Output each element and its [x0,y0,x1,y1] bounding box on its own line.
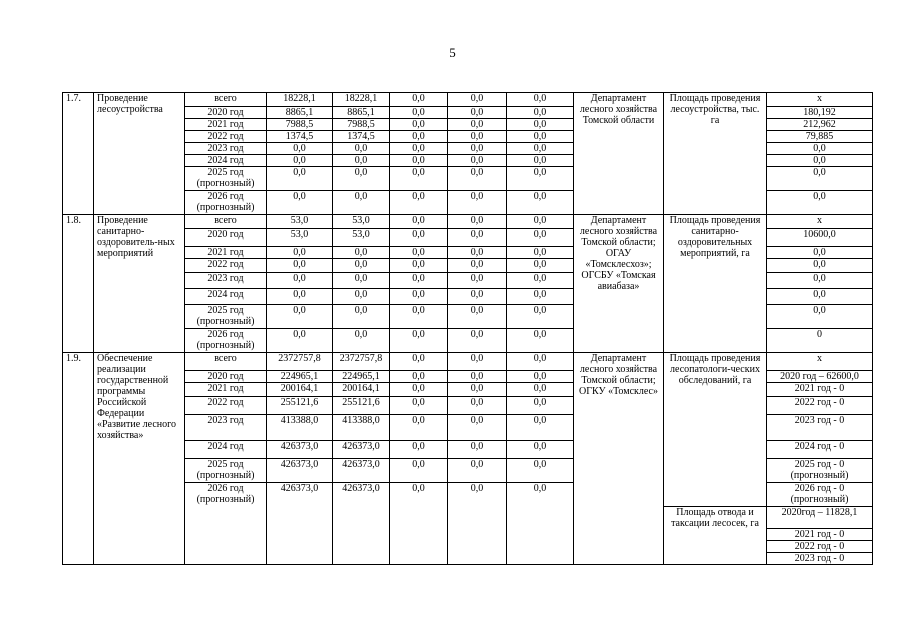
indicator-value: 10600,0 [767,229,873,247]
executor: Департамент лесного хозяйства Томской области; ОГКУ «Томсклес» [574,353,664,565]
indicator-value: 2022 год - 0 [767,397,873,415]
total-cell: 53,0 [267,229,333,247]
indicator-value: х [767,93,873,107]
year-cell: 2021 год [185,383,267,397]
fund-cell: 0,0 [507,247,574,259]
total-cell: 255121,6 [267,397,333,415]
regional-cell: 413388,0 [333,415,390,441]
year-cell: 2020 год [185,107,267,119]
indicator-value: 0 [767,329,873,353]
fund-cell: 0,0 [390,371,448,383]
item-name: Проведение санитарно-оздоровитель-ных мероприятий [94,215,185,353]
regional-cell: 18228,1 [333,93,390,107]
indicator: Площадь проведения лесопатологи-ческих обследований, га [664,353,767,507]
indicator-value: 0,0 [767,289,873,305]
indicator: Площадь проведения санитарно-оздоровительных мероприятий, га [664,215,767,353]
indicator-value: 0,0 [767,259,873,273]
regional-cell: 8865,1 [333,107,390,119]
total-cell: 2372757,8 [267,353,333,371]
indicator: Площадь проведения лесоустройства, тыс. га [664,93,767,215]
indicator-value: 2024 год - 0 [767,441,873,459]
year-cell: 2020 год [185,371,267,383]
fund-cell: 0,0 [448,93,507,107]
total-cell: 0,0 [267,247,333,259]
fund-cell: 0,0 [507,383,574,397]
regional-cell: 426373,0 [333,441,390,459]
regional-cell: 0,0 [333,289,390,305]
regional-cell: 0,0 [333,143,390,155]
year-cell: 2023 год [185,273,267,289]
total-cell: 8865,1 [267,107,333,119]
fund-cell: 0,0 [448,305,507,329]
budget-table [62,92,873,565]
regional-cell: 426373,0 [333,483,390,565]
fund-cell: 0,0 [390,289,448,305]
total-cell: 0,0 [267,167,333,191]
regional-cell: 0,0 [333,191,390,215]
regional-cell: 0,0 [333,167,390,191]
fund-cell: 0,0 [390,383,448,397]
fund-cell: 0,0 [507,119,574,131]
fund-cell: 0,0 [507,167,574,191]
indicator-value: 0,0 [767,167,873,191]
total-cell: 426373,0 [267,483,333,565]
executor: Департамент лесного хозяйства Томской области; ОГАУ «Томсклесхоз»; ОГСБУ «Томская авиабаза» [574,215,664,353]
total-cell: 0,0 [267,259,333,273]
fund-cell: 0,0 [448,155,507,167]
fund-cell: 0,0 [507,229,574,247]
executor: Департамент лесного хозяйства Томской области [574,93,664,215]
total-cell: 224965,1 [267,371,333,383]
fund-cell: 0,0 [390,273,448,289]
total-cell: 53,0 [267,215,333,229]
fund-cell: 0,0 [507,93,574,107]
total-cell: 18228,1 [267,93,333,107]
indicator-value: 2023 год - 0 [767,415,873,441]
year-cell: 2021 год [185,247,267,259]
page-number: 5 [449,45,456,60]
regional-cell: 53,0 [333,215,390,229]
fund-cell: 0,0 [507,131,574,143]
fund-cell: 0,0 [390,247,448,259]
fund-cell: 0,0 [448,371,507,383]
fund-cell: 0,0 [448,329,507,353]
fund-cell: 0,0 [507,483,574,565]
total-cell: 0,0 [267,143,333,155]
total-cell: 0,0 [267,289,333,305]
total-cell: 0,0 [267,273,333,289]
indicator-value: 2022 год - 0 [767,541,873,553]
total-cell: 426373,0 [267,441,333,459]
indicator-value: 0,0 [767,155,873,167]
year-cell: 2024 год [185,441,267,459]
regional-cell: 0,0 [333,247,390,259]
fund-cell: 0,0 [507,143,574,155]
fund-cell: 0,0 [507,353,574,371]
item-number: 1.7. [63,93,94,215]
regional-cell: 255121,6 [333,397,390,415]
fund-cell: 0,0 [390,155,448,167]
fund-cell: 0,0 [390,353,448,371]
table-row [63,353,873,371]
fund-cell: 0,0 [448,107,507,119]
fund-cell: 0,0 [507,459,574,483]
regional-cell: 0,0 [333,259,390,273]
year-cell: всего [185,215,267,229]
year-cell: 2025 год (прогнозный) [185,459,267,483]
table-row [63,215,873,229]
fund-cell: 0,0 [448,167,507,191]
fund-cell: 0,0 [507,289,574,305]
fund-cell: 0,0 [390,483,448,565]
indicator-value: х [767,215,873,229]
indicator-value: 0,0 [767,247,873,259]
indicator-value: 2020год – 11828,1 [767,507,873,529]
year-cell: 2024 год [185,289,267,305]
total-cell: 200164,1 [267,383,333,397]
year-cell: 2023 год [185,143,267,155]
fund-cell: 0,0 [507,415,574,441]
fund-cell: 0,0 [390,229,448,247]
fund-cell: 0,0 [390,131,448,143]
total-cell: 413388,0 [267,415,333,441]
regional-cell: 200164,1 [333,383,390,397]
year-cell: 2021 год [185,119,267,131]
indicator-value: 2021 год - 0 [767,383,873,397]
fund-cell: 0,0 [448,397,507,415]
indicator-value: 0,0 [767,191,873,215]
fund-cell: 0,0 [390,441,448,459]
indicator-value: 2025 год - 0 (прогнозный) [767,459,873,483]
table-row [63,93,873,107]
year-cell: всего [185,353,267,371]
year-cell: 2023 год [185,415,267,441]
year-cell: 2022 год [185,131,267,143]
year-cell: 2022 год [185,259,267,273]
fund-cell: 0,0 [507,191,574,215]
regional-cell: 1374,5 [333,131,390,143]
fund-cell: 0,0 [390,167,448,191]
fund-cell: 0,0 [448,289,507,305]
year-cell: 2026 год (прогнозный) [185,191,267,215]
fund-cell: 0,0 [448,353,507,371]
fund-cell: 0,0 [507,107,574,119]
total-cell: 0,0 [267,329,333,353]
fund-cell: 0,0 [448,215,507,229]
year-cell: всего [185,93,267,107]
fund-cell: 0,0 [507,155,574,167]
item-number: 1.8. [63,215,94,353]
fund-cell: 0,0 [390,93,448,107]
year-cell: 2025 год (прогнозный) [185,167,267,191]
fund-cell: 0,0 [390,119,448,131]
fund-cell: 0,0 [448,191,507,215]
regional-cell: 426373,0 [333,459,390,483]
fund-cell: 0,0 [507,305,574,329]
indicator-value: 2023 год - 0 [767,553,873,565]
regional-cell: 0,0 [333,273,390,289]
fund-cell: 0,0 [507,273,574,289]
item-name: Проведение лесоустройства [94,93,185,215]
indicator-value: 2026 год - 0 (прогнозный) [767,483,873,507]
indicator-value: 2021 год - 0 [767,529,873,541]
fund-cell: 0,0 [507,371,574,383]
fund-cell: 0,0 [507,329,574,353]
indicator-value: 180,192 [767,107,873,119]
total-cell: 426373,0 [267,459,333,483]
fund-cell: 0,0 [507,259,574,273]
fund-cell: 0,0 [390,259,448,273]
item-name: Обеспечение реализации государственной программы Российской Федерации «Развитие лесного хозяйства» [94,353,185,565]
fund-cell: 0,0 [448,247,507,259]
fund-cell: 0,0 [448,131,507,143]
indicator-2: Площадь отвода и таксации лесосек, га [664,507,767,565]
fund-cell: 0,0 [390,107,448,119]
fund-cell: 0,0 [390,329,448,353]
fund-cell: 0,0 [507,215,574,229]
fund-cell: 0,0 [390,143,448,155]
year-cell: 2022 год [185,397,267,415]
year-cell: 2020 год [185,229,267,247]
year-cell: 2026 год (прогнозный) [185,329,267,353]
indicator-value: 79,885 [767,131,873,143]
indicator-value: 212,962 [767,119,873,131]
year-cell: 2026 год (прогнозный) [185,483,267,565]
fund-cell: 0,0 [448,229,507,247]
regional-cell: 0,0 [333,305,390,329]
fund-cell: 0,0 [390,215,448,229]
fund-cell: 0,0 [448,273,507,289]
indicator-value: 0,0 [767,143,873,155]
total-cell: 0,0 [267,305,333,329]
fund-cell: 0,0 [448,483,507,565]
regional-cell: 2372757,8 [333,353,390,371]
fund-cell: 0,0 [448,259,507,273]
fund-cell: 0,0 [448,415,507,441]
fund-cell: 0,0 [390,397,448,415]
fund-cell: 0,0 [507,397,574,415]
year-cell: 2024 год [185,155,267,167]
indicator-value: 0,0 [767,305,873,329]
item-number: 1.9. [63,353,94,565]
regional-cell: 224965,1 [333,371,390,383]
fund-cell: 0,0 [390,305,448,329]
total-cell: 0,0 [267,155,333,167]
regional-cell: 0,0 [333,329,390,353]
indicator-value: 0,0 [767,273,873,289]
regional-cell: 7988,5 [333,119,390,131]
total-cell: 0,0 [267,191,333,215]
fund-cell: 0,0 [448,119,507,131]
fund-cell: 0,0 [390,191,448,215]
fund-cell: 0,0 [448,383,507,397]
fund-cell: 0,0 [448,441,507,459]
fund-cell: 0,0 [390,459,448,483]
fund-cell: 0,0 [448,459,507,483]
fund-cell: 0,0 [507,441,574,459]
total-cell: 1374,5 [267,131,333,143]
fund-cell: 0,0 [448,143,507,155]
regional-cell: 53,0 [333,229,390,247]
indicator-value: 2020 год – 62600,0 [767,371,873,383]
indicator-value: х [767,353,873,371]
year-cell: 2025 год (прогнозный) [185,305,267,329]
fund-cell: 0,0 [390,415,448,441]
total-cell: 7988,5 [267,119,333,131]
regional-cell: 0,0 [333,155,390,167]
